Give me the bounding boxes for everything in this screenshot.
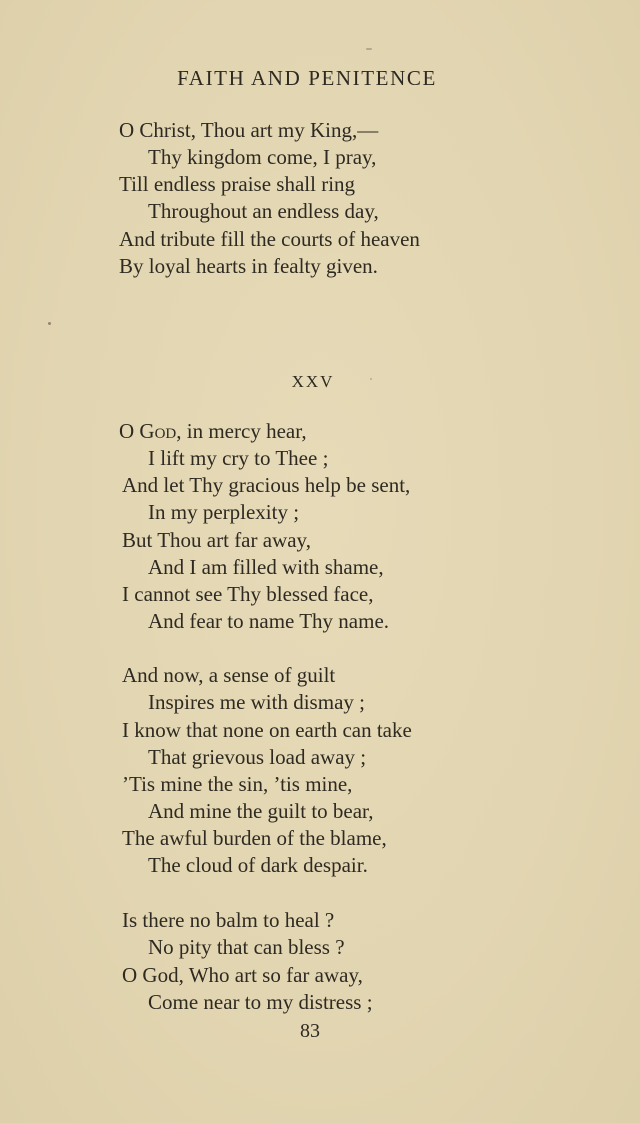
running-header: FAITH AND PENITENCE xyxy=(177,66,437,90)
poem-line: O God, Who art so far away, xyxy=(122,963,363,987)
poem-line: And tribute fill the courts of heaven xyxy=(119,227,420,251)
poem-line: O Christ, Thou art my King,— xyxy=(119,118,379,142)
poem-line: Thy kingdom come, I pray, xyxy=(148,145,377,169)
poem-line: And mine the guilt to bear, xyxy=(148,799,374,823)
poem-line: Is there no balm to heal ? xyxy=(122,908,335,932)
poem-word: O xyxy=(119,419,140,443)
poem-line: ’Tis mine the sin, ’tis mine, xyxy=(122,772,353,796)
section-numeral: XXV xyxy=(291,372,335,391)
poem-line: But Thou art far away, xyxy=(122,528,311,552)
poem-word-smallcaps: God xyxy=(139,419,177,443)
poem-line: Come near to my distress ; xyxy=(148,990,373,1014)
poem-line: I know that none on earth can take xyxy=(122,718,412,742)
paper-speck xyxy=(370,378,372,380)
poem-text: , in mercy hear, xyxy=(176,419,307,443)
poem-line: And let Thy gracious help be sent, xyxy=(122,473,411,497)
paper-speck xyxy=(48,322,51,325)
paper-speck xyxy=(366,48,372,50)
poem-line: Throughout an endless day, xyxy=(148,199,379,223)
poem-line: By loyal hearts in fealty given. xyxy=(119,254,378,278)
poem-line: No pity that can bless ? xyxy=(148,935,345,959)
poem-line: Inspires me with dismay ; xyxy=(148,690,365,714)
poem-line: Till endless praise shall ring xyxy=(119,172,356,196)
poem-line: I cannot see Thy blessed face, xyxy=(122,582,374,606)
poem-line: And now, a sense of guilt xyxy=(122,663,336,687)
poem-line: And I am filled with shame, xyxy=(148,555,384,579)
poem-line: The awful burden of the blame, xyxy=(122,826,387,850)
poem-line: That grievous load away ; xyxy=(148,745,367,769)
page-number: 83 xyxy=(300,1020,320,1042)
poem-line xyxy=(119,421,307,442)
poem-line: In my perplexity ; xyxy=(148,500,300,524)
poem-line: And fear to name Thy name. xyxy=(148,609,390,633)
poem-line: The cloud of dark despair. xyxy=(148,853,368,877)
poem-line: I lift my cry to Thee ; xyxy=(148,446,329,470)
